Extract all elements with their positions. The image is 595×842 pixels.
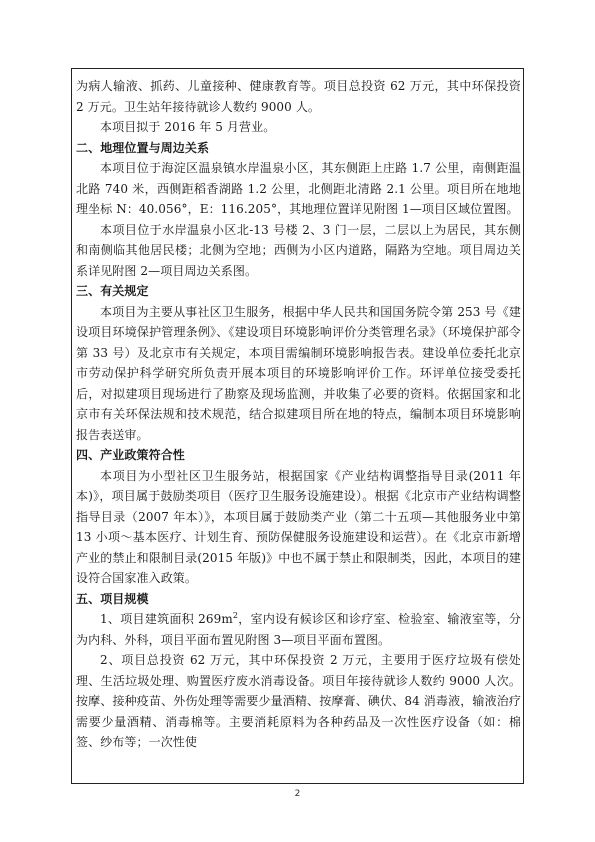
paragraph-continued: 为病人输液、抓药、儿童接种、健康教育等。项目总投资 62 万元，其中环保投资 2 万元。卫生站年接待就诊人数约 9000 人。 <box>76 79 521 114</box>
body-text <box>76 76 521 753</box>
paragraph-scale-investment: 2、项目总投资 62 万元，其中环保投资 2 万元，主要用于医疗垃圾有偿处理、生活垃圾处理、购置医疗废水消毒设备。项目年接待就诊人数约 9000 人次。按摩、接种疫苗、外伤处理等需要少量酒精、按摩膏、碘伏、84 消毒液，输液治疗需要少量酒精、消毒棉等。主要消耗原料为各种药品及一次性医疗设备（如：棉签、纱布等；一次性使 <box>76 653 521 749</box>
paragraph-surroundings: 本项目位于水岸温泉小区北-13 号楼 2、3 门一层，二层以上为居民，其东侧和南侧临其他居民楼；北侧为空地；西侧为小区内道路，隔路为空地。项目周边关系详见附图 2—项目周边关系图。 <box>76 222 521 278</box>
paragraph-policy: 本项目为小型社区卫生服务站，根据国家《产业结构调整指导目录(2011 年本)》，项目属于鼓励类项目（医疗卫生服务设施建设）。根据《北京市产业结构调整指导目录（2007 年本）》，本项目属于鼓励类产业（第二十五项—其他服务业中第 13 小项～基本医疗、计划生育、预防保健服务设施建设和运营）。在《北京市新增产业的禁止和限制目录(2015 年版)》中也不属于禁止和限制类，因此，本项目的建设符合国家准入政策。 <box>76 468 521 585</box>
content-table-cell <box>71 68 524 784</box>
section-heading-regulations: 三、有关规定 <box>76 284 149 298</box>
paragraph-scale-area <box>76 609 521 650</box>
page-number: 2 <box>294 789 301 799</box>
scale-area-text-b: ，室内设有候诊区和诊疗室、检验室、输液室等，分为内科、外科，项目平面布置见附图 3—项目平面布置图。 <box>76 612 521 647</box>
scale-area-text-a: 1、项目建筑面积 269m <box>100 612 233 626</box>
paragraph-regulations: 本项目为主要从事社区卫生服务，根据中华人民共和国国务院令第 253 号《建设项目环境保护管理条例》、《建设项目环境影响评价分类管理名录》（环境保护部令第 33 号）及北京市有关规定，本项目需编制环境影响报告表。建设单位委托北京市劳动保护科学研究所负责开展本项目的环境影响评价工作。环评单位接受委托后，对拟建项目现场进行了勘察及现场监测，并收集了必要的资料。依据国家和北京市有关环保法规和技术规范，结合拟建项目所在地的特点，编制本项目环境影响报告表送审。 <box>76 304 521 442</box>
paragraph-opening-date: 本项目拟于 2016 年 5 月营业。 <box>100 120 276 134</box>
section-heading-policy: 四、产业政策符合性 <box>76 448 185 462</box>
section-heading-scale: 五、项目规模 <box>76 591 149 606</box>
superscript-2: 2 <box>232 611 239 620</box>
paragraph-location: 本项目位于海淀区温泉镇水岸温泉小区，其东侧距上庄路 1.7 公里，南侧距温北路 740 米，西侧距稻香湖路 1.2 公里，北侧距北清路 2.1 公里。项目所在地地理坐标 N：40.056°，E：116.205°，其地理位置详见附图 1—项目区域位置图。 <box>76 161 521 216</box>
section-heading-location: 二、地理位置与周边关系 <box>76 140 210 155</box>
